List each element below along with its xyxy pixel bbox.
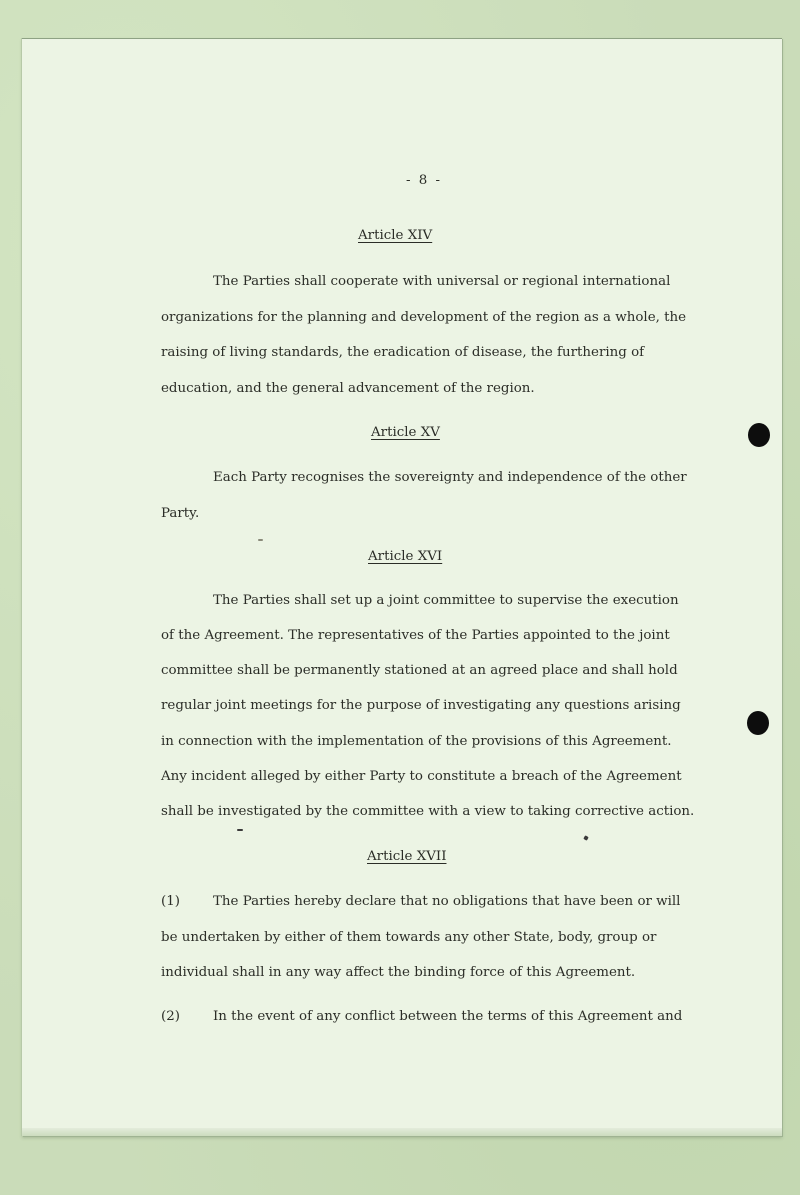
article-xvi-line-2: of the Agreement. The representatives of the Parties appointed to the joint [161,628,670,643]
article-xiv-line-3: raising of living standards, the eradication of disease, the furthering of [161,345,645,360]
article-xvi-heading: Article XVI [368,549,443,564]
article-xiv-line-4: education, and the general advancement of the region. [161,381,535,396]
article-xvii-heading: Article XVII [367,849,447,864]
article-xvii-para2-marker: (2) [161,1009,180,1024]
article-xvi-line-4: regular joint meetings for the purpose of investigating any questions arising [161,698,681,713]
article-xiv-line-2: organizations for the planning and development of the region as a whole, the [161,310,687,325]
article-xvii-para2-line-1: In the event of any conflict between the terms of this Agreement and [213,1009,683,1024]
article-xvii-para1-marker: (1) [161,894,180,909]
scan-speck [237,829,243,831]
article-xiv-heading: Article XIV [358,228,433,243]
article-xvii-para1-line-2: be undertaken by either of them towards any other State, body, group or [161,930,657,945]
article-xv-line-2: Party. [161,506,200,521]
article-xvi-line-5: in connection with the implementation of the provisions of this Agreement. [161,734,672,749]
article-xvi-line-3: committee shall be permanently stationed at an agreed place and shall hold [161,663,678,678]
article-xvi-line-7: shall be investigated by the committee with a view to taking corrective action. [161,804,695,819]
article-xvi-line-1: The Parties shall set up a joint committee to supervise the execution [213,593,679,608]
article-xvii-para1-line-1: The Parties hereby declare that no obligations that have been or will [213,894,681,909]
scan-speck [258,539,263,541]
article-xvii-para1-line-3: individual shall in any way affect the binding force of this Agreement. [161,965,636,980]
punch-hole-lower [747,711,769,735]
punch-hole-upper [748,423,770,447]
article-xiv-line-1: The Parties shall cooperate with universal or regional international [213,274,671,289]
document-page [22,38,782,1136]
page-number: - 8 - [406,173,443,188]
article-xv-heading: Article XV [371,425,440,440]
article-xv-line-1: Each Party recognises the sovereignty and independence of the other [213,470,687,485]
scan-speck [583,835,588,840]
article-xvi-line-6: Any incident alleged by either Party to constitute a breach of the Agreement [161,769,682,784]
